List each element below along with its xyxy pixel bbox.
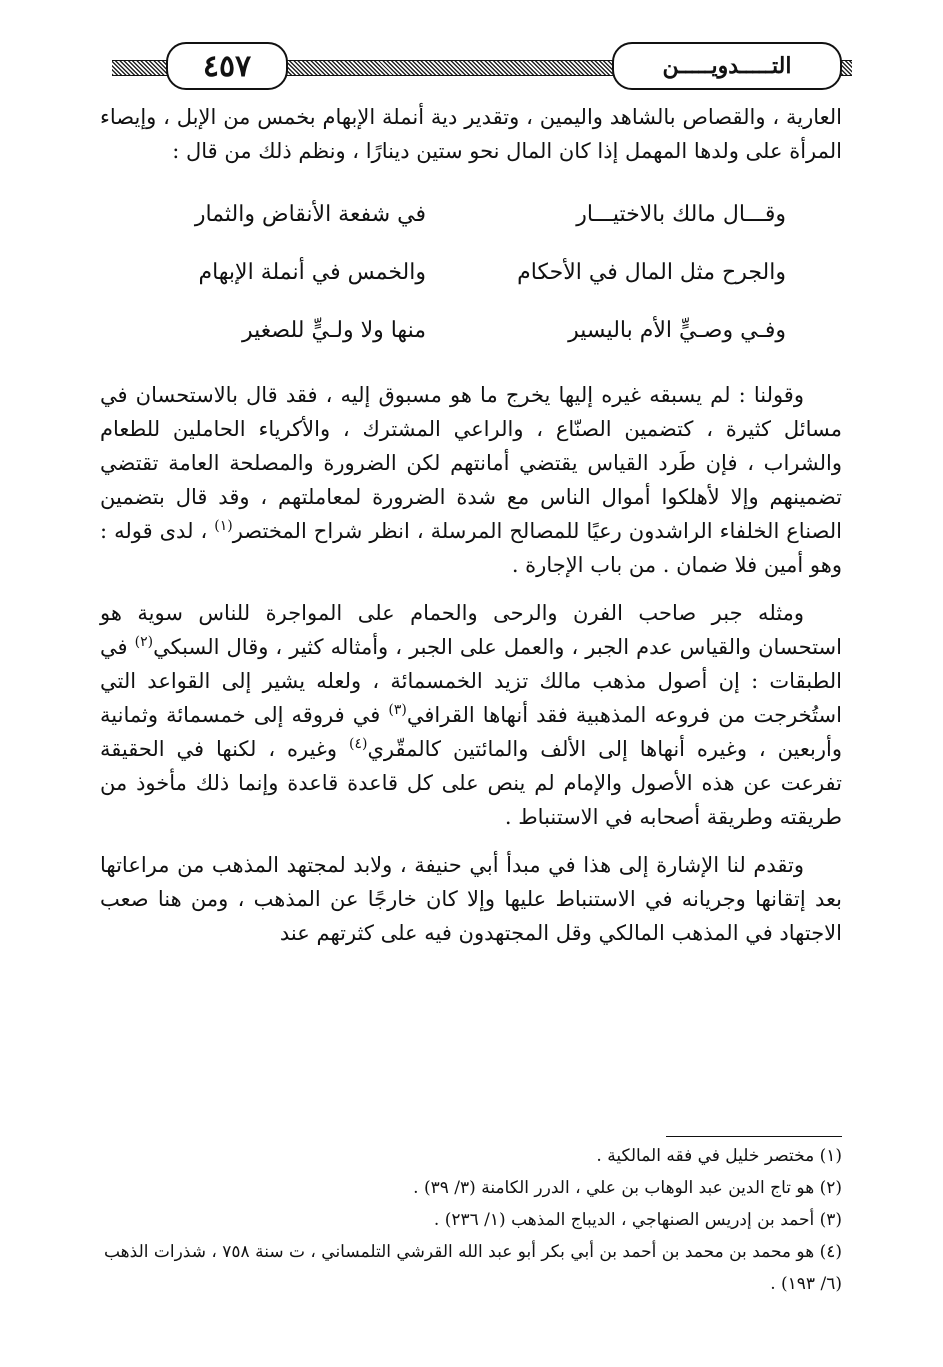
footnotes <box>100 1140 842 1300</box>
paragraph-2-text: وقولنا : لم يسبقه غيره إليها يخرج ما هو مسبوق إليه ، فقد قال بالاستحسان في مسائل كثيرة ، كتضمين الصنّاع ، والراعي المشترك ، والأكرياء الحاملين للطعام والشراب ، فإن طَرد القياس يقتضي أمانتهم لكن الضرورة والمصلحة العامة تقتضي تضمينهم وإلا لأهلكوا أموال الناس مع شدة الضرورة لمعاملتهم ، وقد قال بتضمين الصناع الخلفاء الراشدون رعيًا للمصالح المرسلة ، انظر شراح المختصر <box>100 383 842 543</box>
footnote-3: (٣) أحمد بن إدريس الصنهاجي ، الديباج المذهب (١/ ٢٣٦) . <box>433 1210 842 1230</box>
page-header <box>112 36 852 96</box>
poem-hemistich: والجرح مثل المال في الأحكام <box>517 260 786 285</box>
footnote-separator <box>666 1136 842 1137</box>
poem-hemistich: والخمس في أنملة الإبهام <box>198 260 426 285</box>
poem-hemistich: منها ولا ولـيٍّ للصغير <box>242 318 426 343</box>
paragraph-1: العارية ، والقصاص بالشاهد واليمين ، وتقدير دية أنملة الإبهام بخمس من الإبل ، وإيصاء المرأة على ولدها المهمل إذا كان المال نحو ستين دينارًا ، ونظم ذلك من قال : <box>100 105 842 163</box>
paragraph-3-text: ومثله جبر صاحب الفرن والرحى والحمام على المواجرة للناس سوية هو استحسان والقياس عدم الجبر ، والعمل على الجبر ، وأمثاله كثير ، وقال السبكي <box>100 601 842 659</box>
footnote-4: (٤) هو محمد بن محمد بن أحمد بن أبي بكر أبو عبد الله القرشي التلمساني ، ت سنة ٧٥٨ ، شذرات الذهب (٦/ ١٩٣) . <box>103 1242 842 1294</box>
paragraph-4: وتقدم لنا الإشارة إلى هذا في مبدأ أبي حنيفة ، ولابد لمجتهد المذهب من مراعاتها بعد إتقانها وجريانه في الاستنباط عليها وإلا كان خارجًا عن المذهب ، ومن هنا صعب الاجتهاد في المذهب المالكي وقل المجتهدون فيه على كثرتهم عند <box>100 853 842 945</box>
poem-hemistich: في شفعة الأنقاض والثمار <box>194 202 426 227</box>
footnote-ref-1[interactable]: (١) <box>214 518 233 534</box>
paragraph-3-text: في فروقه إلى خمسمائة وثمانية وأربعين ، وغيره أنهاها إلى الألف والمائتين كالمقّري <box>100 703 842 761</box>
poem <box>100 186 842 360</box>
footnote-ref-4[interactable]: (٤) <box>348 736 368 752</box>
running-title: التـــــدويـــــن <box>612 42 842 90</box>
footnote-ref-3[interactable]: (٣) <box>388 702 407 718</box>
footnote-2: (٢) هو تاج الدين عبد الوهاب بن علي ، الدرر الكامنة (٣/ ٣٩) . <box>413 1178 842 1198</box>
page-number: ٤٥٧ <box>166 42 288 90</box>
footnote-ref-2[interactable]: (٢) <box>134 634 154 650</box>
paragraph-2-text-end: ، لدى قوله : وهو أمين فلا ضمان . من باب الإجارة . <box>100 519 842 577</box>
poem-hemistich: وفـي وصـيٍّ الأم باليسير <box>568 318 786 343</box>
paragraph-3 <box>100 596 842 834</box>
paragraph-3-text-end: وغيره ، لكنها في الحقيقة تفرعت عن هذه الأصول والإمام لم ينص على كل قاعدة قاعدة وإنما ذلك مأخوذ من طريقته وطريقة أصحابه في الاستنباط . <box>100 737 842 829</box>
main-text <box>100 100 842 950</box>
paragraph-3-text: في الطبقات : إن أصول مذهب مالك تزيد الخمسمائة ، ولعله يشير إلى القواعد التي استُخرجت من فروعه المذهبية فقد أنهاها القرافي <box>100 635 842 727</box>
footnote-1: (١) مختصر خليل في فقه المالكية . <box>596 1146 842 1166</box>
poem-hemistich: وقـــال مالك بالاختيـــار <box>576 202 786 227</box>
poem-verse-2 <box>100 244 842 302</box>
poem-verse-3 <box>100 302 842 360</box>
poem-verse-1 <box>100 186 842 244</box>
paragraph-2 <box>100 378 842 582</box>
